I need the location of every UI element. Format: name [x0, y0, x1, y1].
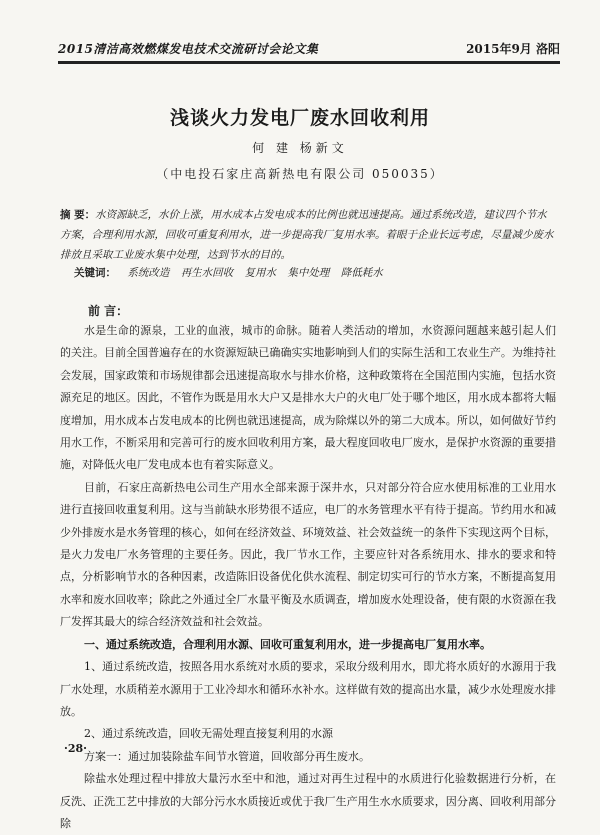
paragraph: 除盐水处理过程中排放大量污水至中和池，通过对再生过程中的水质进行化验数据进行分析，在反洗、正洗工艺中排放的大部分污水水质接近或优于我厂生产用生水水质要求，因分离、回收利用部分除	[60, 772, 556, 830]
keywords-label: 关键词：	[74, 267, 116, 279]
paragraph: 水是生命的源泉，工业的血液，城市的命脉。随着人类活动的增加，水资源问题越来越引起人们的关注。目前全国普遍存在的水资源短缺已确确实实地影响到人们的实际生活和工农业生产。为维持社会发展，国家政策和市场规律都会迅速提高取水与排水价格，这种政策将在全国范围内实施，包括水资源充足的地区。因此，不管作为既是用水大户又是排水大户的火电厂处于哪个地区，用水成本都将大幅度增加，用水成本占发电成本的比例也就迅速提高，成为除煤以外的第二大成本。所以，如何做好节约用水工作，不断采用和完善可行的废水回收利用方案，最大程度回收电厂废水，是保护水资源的重要措施，对降低火电厂发电成本也有着实际意义。	[60, 324, 556, 472]
section-heading: 一、通过系统改造，合理利用水源、回收可重复利用水，进一步提高电厂复用水率。	[84, 637, 491, 651]
keyword: 复用水	[244, 267, 277, 279]
keyword: 再生水回收	[180, 267, 234, 279]
abstract-label: 摘 要：	[60, 209, 96, 221]
keyword: 系统改造	[127, 267, 170, 279]
abstract	[60, 205, 556, 265]
authors: 何 建 杨新文	[252, 141, 348, 155]
header-rule	[58, 63, 560, 64]
preface-heading: 前 言：	[88, 304, 129, 318]
keyword: 集中处理	[287, 267, 330, 279]
paragraph: 目前，石家庄高新热电公司生产用水全部来源于深井水，只对部分符合应水使用标准的工业用水进行直接回收重复利用。这与当前缺水形势很不适应，电厂的水务管理水平有待于提高。节约用水和减少外排废水是水务管理的核心，如何在经济效益、环境效益、社会效益统一的条件下实现这两个目标，是火力发电厂水务管理的主要任务。因此，我厂节水工作，主要应针对各系统用水、排水的要求和特点，分析影响节水的各种因素，改造陈旧设备优化供水流程、制定切实可行的节水方案，不断提高复用水率和废水回收率；除此之外通过全厂水量平衡及水质调查，增加废水处理设备，使有限的水资源在我厂发挥其最大的综合经济效益和社会效益。	[60, 480, 556, 629]
paragraph: 方案一：通过加装除盐车间节水管道，回收部分再生废水。	[84, 749, 370, 763]
body-text	[60, 320, 556, 835]
keywords	[74, 265, 556, 280]
header-proceedings-title: 2015清洁高效燃煤发电技术交流研讨会论文集	[58, 42, 319, 56]
running-header	[58, 40, 560, 63]
page-number: ·28·	[64, 742, 87, 755]
paper-title: 浅谈火力发电厂废水回收利用	[169, 107, 430, 129]
affiliation: （中电投石家庄高新热电有限公司 050035）	[156, 167, 444, 181]
paragraph: 1、通过系统改造，按照各用水系统对水质的要求，采取分级利用水，即尤将水质好的水源用于我厂水处理，水质稍差水源用于工业冷却水和循环水补水。这样做有效的提高出水量，减少水处理废水排放。	[60, 660, 556, 718]
keyword: 降低耗水	[340, 267, 383, 279]
paragraph: 2、通过系统改造，回收无需处理直接复利用的水源	[84, 727, 333, 741]
header-date-location: 2015年9月 洛阳	[466, 42, 560, 56]
abstract-text: 水资源缺乏，水价上涨，用水成本占发电成本的比例也就迅速提高。通过系统改造，建议四个节水方案，合理利用水源，回收可重复利用水，进一步提高我厂复用水率。着眼于企业长远考虑，尽量减少废水排放且采取工业废水集中处理，达到节水的目的。	[60, 209, 554, 261]
